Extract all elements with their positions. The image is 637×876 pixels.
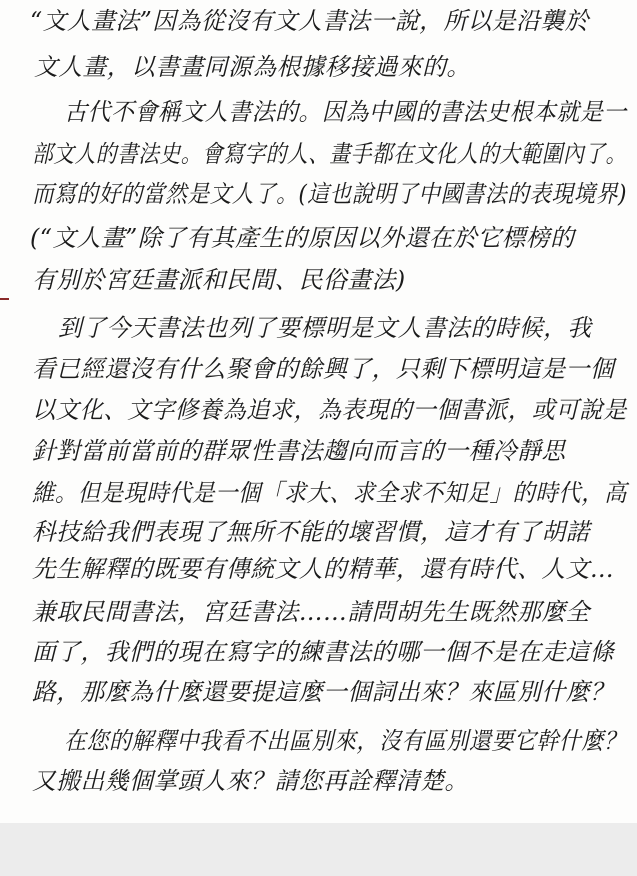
text-line-13: 科技給我們表現了無所不能的壞習慣，這才有了胡諾 — [32, 518, 590, 546]
margin-mark — [0, 298, 9, 300]
text-line-4: 部文人的書法史。會寫字的人、畫手都在文化人的大範圍內了。 — [32, 140, 627, 168]
text-line-7: 有別於宮廷畫派和民間、民俗畫法) — [32, 266, 406, 294]
text-line-12: 維。但是現時代是一個「求大、求全求不知足」的時代，高 — [32, 479, 627, 507]
text-line-14: 先生解釋的既要有傳統文人的精華，還有時代、人文… — [32, 555, 615, 583]
text-line-1: “文人畫法”因為從沒有文人書法一說，所以是沿襲於 — [30, 7, 589, 35]
text-line-17: 路，那麼為什麼還要提這麼一個詞出來？來區別什麼？ — [32, 678, 615, 706]
text-line-9: 看已經還沒有什么聚會的餘興了，只剩下標明這是一個 — [32, 355, 615, 383]
text-line-11: 針對當前當前的群眾性書法趨向而言的一種冷靜思 — [32, 437, 566, 465]
text-line-18: 在您的解釋中我看不出區別來，沒有區別還要它幹什麼？ — [64, 727, 627, 755]
text-line-6: (“文人畫”除了有其產生的原因以外還在於它標榜的 — [30, 224, 575, 252]
text-line-10: 以文化、文字修養為追求，為表現的一個書派，或可說是 — [32, 396, 627, 424]
text-line-19: 又搬出幾個掌頭人來？請您再詮釋清楚。 — [32, 767, 469, 795]
text-line-5: 而寫的好的當然是文人了。(這也說明了中國書法的表現境界) — [32, 180, 628, 208]
text-line-15: 兼取民間書法，宮廷書法……請問胡先生既然那麼全 — [32, 598, 590, 626]
text-line-8: 到了今天書法也列了要標明是文人書法的時候，我 — [58, 314, 592, 342]
text-line-16: 面了，我們的現在寫字的練書法的哪一個不是在走這條 — [32, 638, 615, 666]
scan-bottom-border — [0, 823, 637, 876]
text-line-3: 古代不會稱文人書法的。因為中國的書法史根本就是一 — [64, 98, 627, 126]
text-line-2: 文人畫，以書畫同源為根據移接過來的。 — [34, 53, 471, 81]
